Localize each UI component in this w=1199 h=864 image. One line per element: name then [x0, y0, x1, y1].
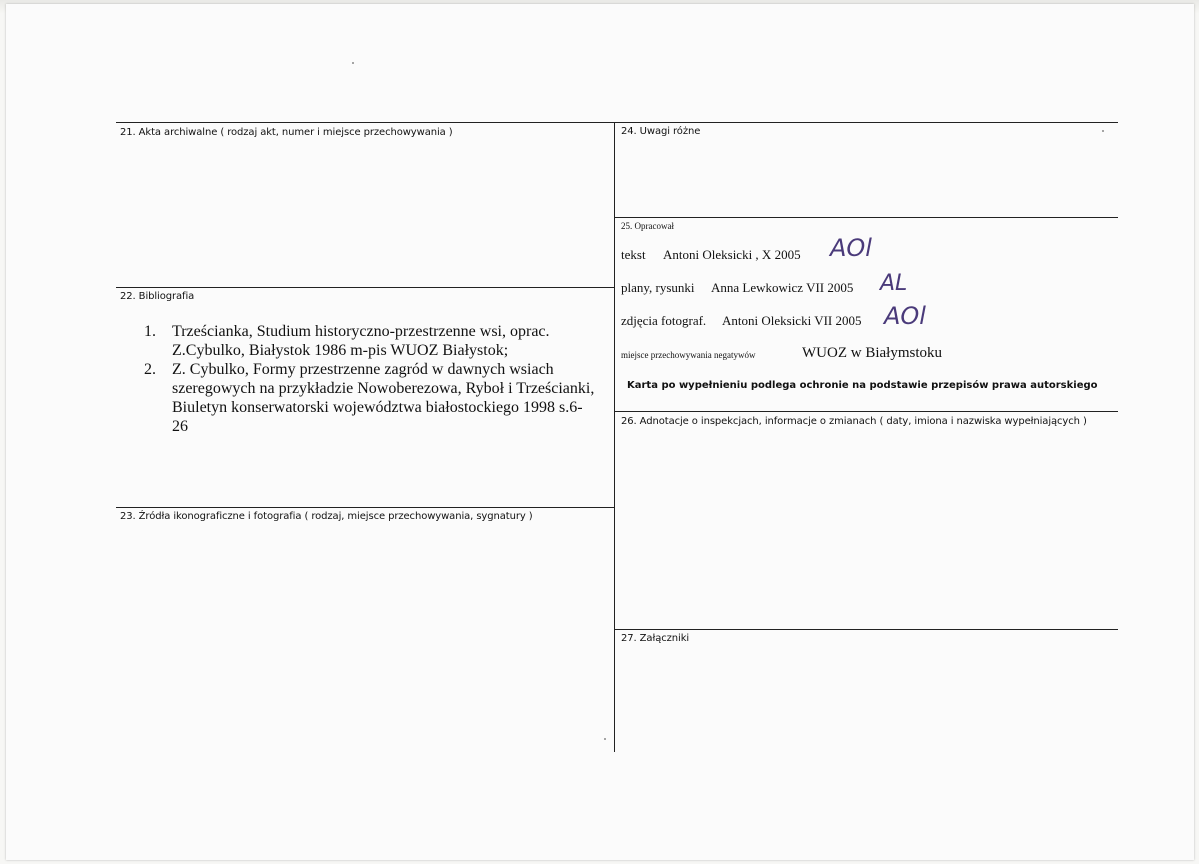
- bibliography-item-number: 1.: [144, 323, 156, 340]
- scan-speck: [352, 62, 354, 64]
- bibliography-item: [140, 322, 600, 360]
- bibliography-item-text: Z. Cybulko, Formy przestrzenne zagród w dawnych wsiach szeregowych na przykładzie Nowoberezowa, Ryboł i Trześcianki, Biuletyn konserwatorski województwa białostockiego 1998 s.6- 26: [172, 361, 595, 435]
- rule-27: [615, 629, 1118, 630]
- bibliography-item-text: Trześcianka, Studium historyczno-przestrzenne wsi, oprac. Z.Cybulko, Białystok 1986 m-pis WUOZ Białystok;: [172, 323, 550, 359]
- bibliography-item: [140, 360, 600, 436]
- rule-top-right: [615, 122, 1118, 123]
- section-24-label: 24. Uwagi różne: [621, 126, 701, 137]
- section-26-label: 26. Adnotacje o inspekcjach, informacje o zmianach ( daty, imiona i nazwiska wypełniających ): [621, 416, 1087, 427]
- zdjecia-value: Antoni Oleksicki VII 2005: [722, 313, 862, 328]
- bibliography-list: [140, 322, 600, 436]
- rule-23: [116, 507, 615, 508]
- rule-top-left: [116, 122, 615, 123]
- miejsce-label: miejsce przechowywania negatywów: [621, 350, 756, 360]
- tekst-label: tekst: [621, 247, 646, 262]
- plany-value: Anna Lewkowicz VII 2005: [711, 280, 854, 295]
- signature-zdjecia: AOl: [884, 302, 926, 330]
- rule-26: [615, 411, 1118, 412]
- rule-25: [615, 217, 1118, 218]
- section-22-label: 22. Bibliografia: [120, 291, 195, 302]
- bibliography-item-number: 2.: [144, 361, 156, 378]
- signature-plany: AL: [880, 271, 908, 296]
- section-21-label: 21. Akta archiwalne ( rodzaj akt, numer i miejsce przechowywania ): [120, 127, 453, 138]
- section-27-label: 27. Załączniki: [621, 633, 690, 644]
- scan-speck: [604, 738, 606, 740]
- section-23-label: 23. Źródła ikonograficzne i fotografia ( rodzaj, miejsce przechowywania, sygnatury ): [120, 511, 533, 522]
- signature-tekst: AOl: [830, 234, 872, 262]
- plany-label: plany, rysunki: [621, 280, 695, 295]
- scan-speck: [1102, 130, 1104, 132]
- miejsce-value: WUOZ w Białymstoku: [802, 345, 942, 361]
- rule-22: [116, 287, 615, 288]
- section-25-label: 25. Opracował: [621, 221, 674, 231]
- copyright-note: Karta po wypełnieniu podlega ochronie na podstawie przepisów prawa autorskiego: [627, 380, 1098, 391]
- tekst-value: Antoni Oleksicki , X 2005: [663, 247, 801, 262]
- zdjecia-label: zdjęcia fotograf.: [621, 313, 707, 328]
